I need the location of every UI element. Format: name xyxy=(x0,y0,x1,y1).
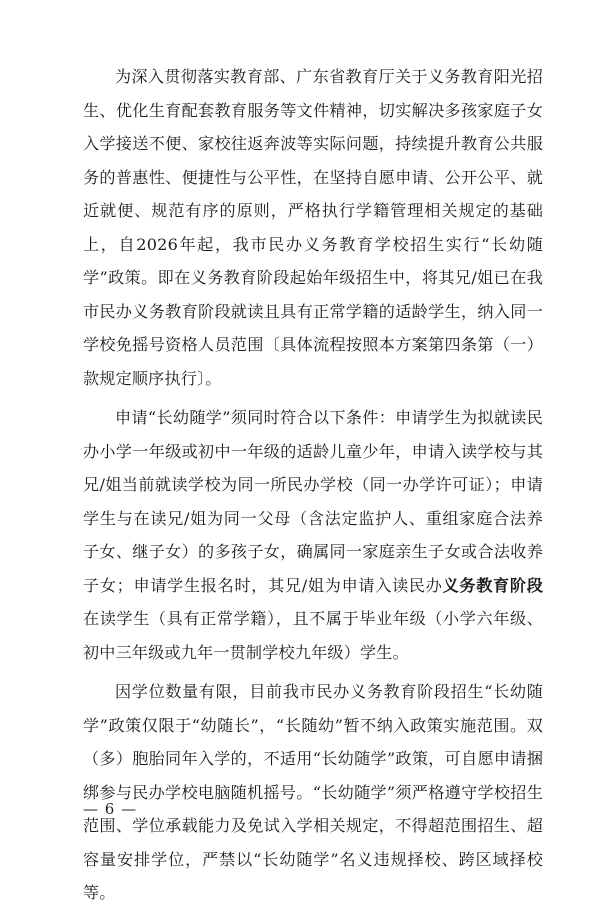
paragraph-policy-intro xyxy=(83,60,543,395)
paragraph-text: 在读学生（具有正常学籍），且不属于毕业年级（小学六年级、初中三年级或九年一贯制学校九年级）学生。 xyxy=(83,609,543,662)
paragraph-text: 为深入贯彻落实教育部、广东省教育厅关于义务教育阳光招生、优化生育配套教育服务等文件精神，切实解决多孩家庭子女入学接送不便、家校往返奔波等实际问题，持续提升教育公共服务的普惠性、便捷性与公平性，在坚持自愿申请、公开公平、就近就便、规范有序的原则，严格执行学籍管理相关规定的基础上，自2026年起，我市民办义务教育学校招生实行“长幼随学”政策。即在义务教育阶段起始年级招生中，将其兄/姐已在我市民办义务教育阶段就读且具有正常学籍的适龄学生，纳入同一学校免摇号资格人员范围〔具体流程按照本方案第四条第（一）款规定顺序执行〕。 xyxy=(83,67,543,388)
paragraph-text: 因学位数量有限，目前我市民办义务教育阶段招生“长幼随学”政策仅限于“幼随长”，“长随幼”暂不纳入政策实施范围。双（多）胞胎同年入学的，不适用“长幼随学”政策，可自愿申请捆绑参与民办学校电脑随机摇号。“长幼随学”须严格遵守学校招生范围、学位承载能力及免试入学相关规定，不得超范围招生、超容量安排学位，严禁以“长幼随学”名义违规择校、跨区域择校等。 xyxy=(83,682,543,902)
paragraph-application-conditions xyxy=(83,401,543,669)
paragraph-policy-scope xyxy=(83,675,543,910)
document-body xyxy=(83,60,543,910)
paragraph-text: 申请“长幼随学”须同时符合以下条件：申请学生为拟就读民办小学一年级或初中一年级的适龄儿童少年，申请入读学校与其兄/姐当前就读学校为同一所民办学校（同一办学许可证）；申请学生与在读兄/姐为同一父母（含法定监护人、重组家庭合法养子女、继子女）的多孩子女，确属同一家庭亲生子女或合法收养子女；申请学生报名时，其兄/姐为申请入读民办 xyxy=(83,408,543,595)
page-number: — 6 — xyxy=(83,800,138,818)
bold-emphasis: 义务教育阶段 xyxy=(442,575,543,595)
